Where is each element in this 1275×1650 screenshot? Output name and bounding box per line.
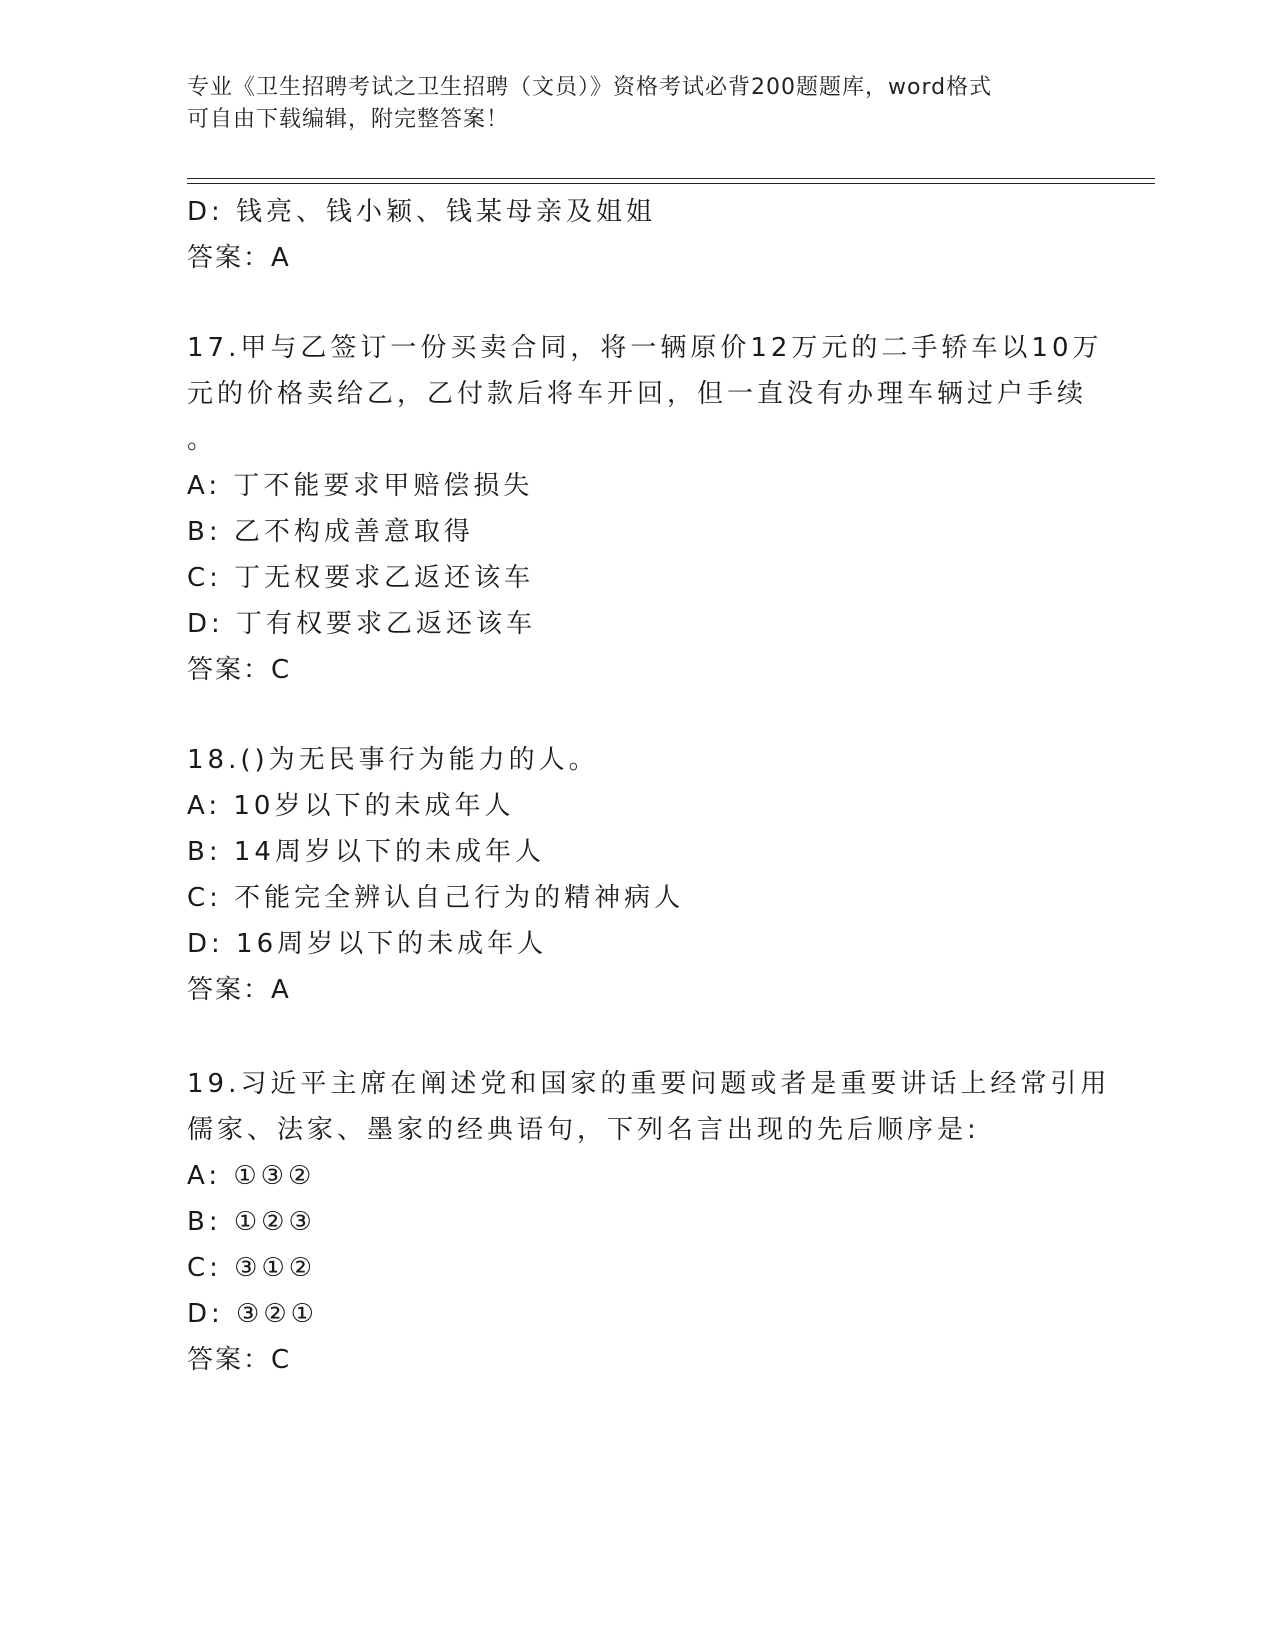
- document-header: [187, 72, 1087, 136]
- option-a: A: 10岁以下的未成年人: [187, 791, 515, 821]
- question-stem: 19.习近平主席在阐述党和国家的重要问题或者是重要讲话上经常引用: [187, 1069, 1111, 1099]
- question-block-prev: [187, 189, 1087, 281]
- question-block-17: [187, 325, 1103, 693]
- header-line-1: 专业《卫生招聘考试之卫生招聘（文员）》资格考试必背200题题库，word格式: [187, 75, 993, 100]
- header-line-2: 可自由下载编辑，附完整答案！: [187, 107, 510, 132]
- answer-line: 答案：C: [187, 1345, 292, 1375]
- header-divider-top: [187, 178, 1155, 179]
- option-b: B: ①②③: [187, 1207, 316, 1237]
- answer-line: 答案：A: [187, 975, 291, 1005]
- option-b: B: 14周岁以下的未成年人: [187, 837, 545, 867]
- document-body: [187, 189, 1111, 1383]
- option-d: D: 丁有权要求乙返还该车: [187, 609, 537, 639]
- header-divider-bottom: [187, 183, 1155, 184]
- answer-line: 答案：A: [187, 243, 291, 273]
- option-d: D: ③②①: [187, 1299, 318, 1329]
- option-c: C: ③①②: [187, 1253, 317, 1283]
- option-d: D: 钱亮、钱小颖、钱某母亲及姐姐: [187, 197, 657, 227]
- question-stem: 元的价格卖给乙，乙付款后将车开回，但一直没有办理车辆过户手续: [187, 379, 1088, 409]
- option-c: C: 丁无权要求乙返还该车: [187, 563, 535, 593]
- question-stem: 儒家、法家、墨家的经典语句，下列名言出现的先后顺序是:: [187, 1115, 980, 1145]
- option-a: A: 丁不能要求甲赔偿损失: [187, 471, 534, 501]
- question-stem: 。: [187, 425, 218, 455]
- question-block-19: [187, 1061, 1111, 1383]
- question-block-18: [187, 737, 1087, 1013]
- question-stem: 18.()为无民事行为能力的人。: [187, 745, 599, 775]
- question-stem: 17.甲与乙签订一份买卖合同，将一辆原价12万元的二手轿车以10万: [187, 333, 1103, 363]
- option-d: D: 16周岁以下的未成年人: [187, 929, 548, 959]
- answer-line: 答案：C: [187, 655, 292, 685]
- option-a: A: ①③②: [187, 1161, 316, 1191]
- option-c: C: 不能完全辨认自己行为的精神病人: [187, 883, 685, 913]
- option-b: B: 乙不构成善意取得: [187, 517, 474, 547]
